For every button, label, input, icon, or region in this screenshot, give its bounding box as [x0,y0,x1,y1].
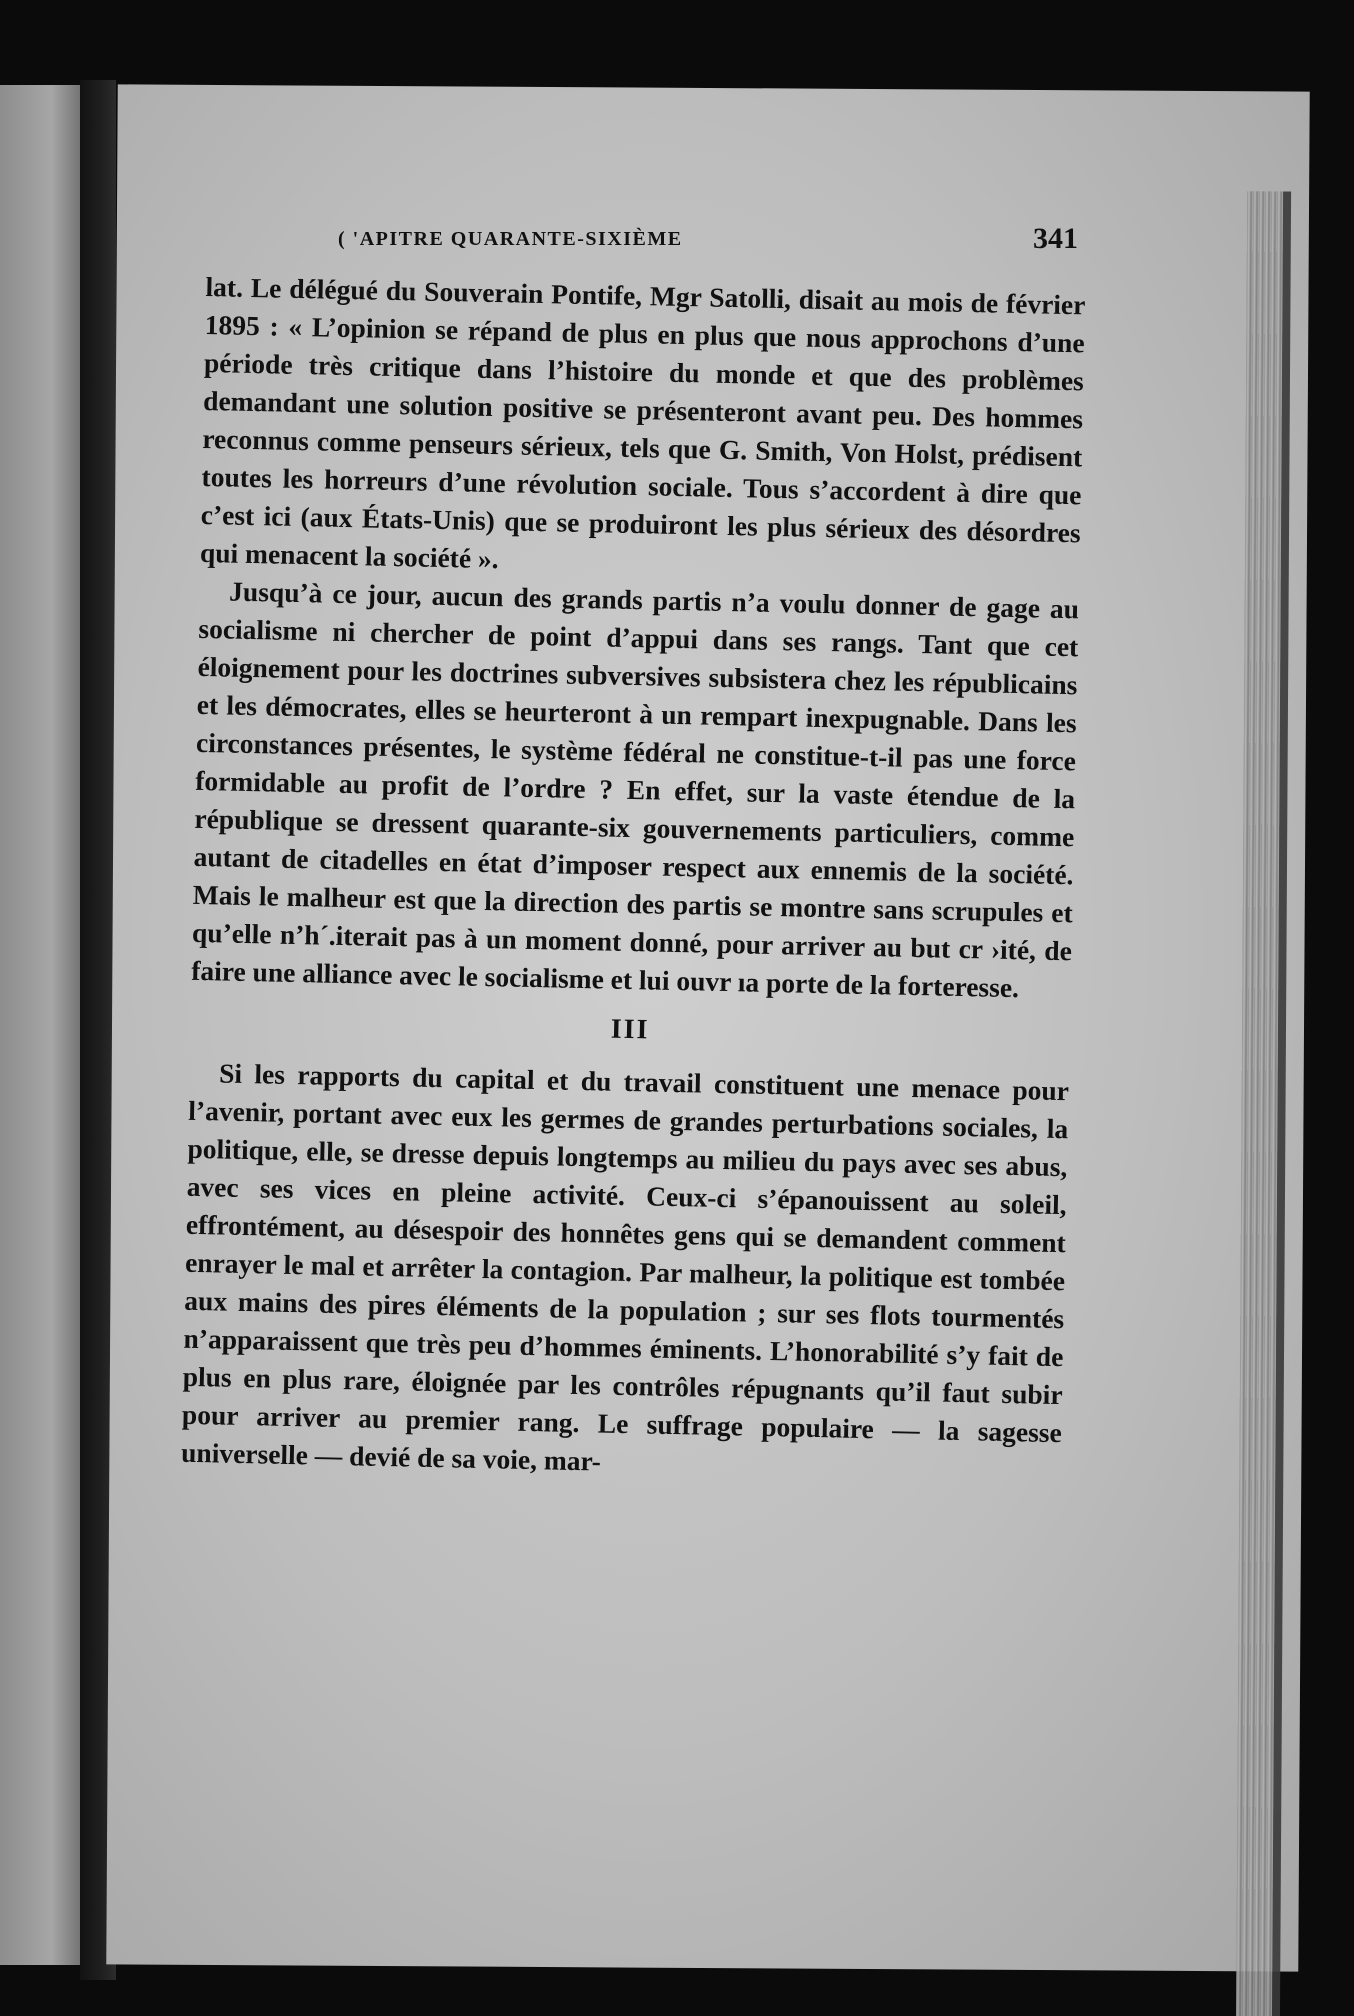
paragraph-2: Jusqu’à ce jour, aucun des grands partis n’a voulu donner de gage au socialisme ni chercher de point d’appui dans ses rangs. Tant que cet éloignement pour les doctrines subversives subsistera chez les républicains et les démocrates, elles se heurteront à un rempart inexpugnable. Dans les circonstances présentes, le système fédéral ne constitue-t-il pas une force formidable au profit de l’ordre ? En effet, sur la vaste étendue de la république se dressent quarante-six gouvernements particuliers, comme autant de citadelles en état d’imposer respect aux ennemis de la société. Mais le malheur est que la direction des partis se montre sans scrupules et qu’elle n’h´.iterait pas à un moment donné, pour arriver au but cr ›ité, de faire une alliance avec le socialisme et lui ouvr ıa porte de la forteresse. [190,575,1080,1004]
facing-page-edge [0,85,86,1965]
paragraph-1: lat. Le délégué du Souverain Pontife, Mgr Satolli, disait au mois de février 1895 : « L’opinion se répand de plus en plus que nous approchons d’une période très critique dans l’histoire du monde et que des problèmes demandant une solution positive se présenteront avant peu. Des hommes reconnus comme penseurs sérieux, tels que G. Smith, Von Holst, prédisent toutes les horreurs d’une révolution sociale. Tous s’accordent à dire que c’est ici (aux États-Unis) que se produiront les plus sérieux des désordres qui menacent la société ». [199,270,1086,575]
section-heading: III [610,1013,650,1046]
page-body [181,268,1086,1490]
section-paragraph-1: Si les rapports du capital et du travail constituent une menace pour l’avenir, portant avec eux les germes de grandes perturbations sociales, la politique, elle, se dresse depuis longtemps au milieu du pays avec ses abus, avec ses vices en pleine activité. Ceux-ci s’épanouissent au soleil, effrontément, au désespoir des honnêtes gens qui se demandent comment enrayer le mal et arrêter la contagion. Par malheur, la politique est tombée aux mains des pires éléments de la population ; sur ses flots tourmentés n’apparaissent que très peu d’hommes éminents. L’honorabilité s’y fait de plus en plus rare, éloignée par les contrôles répugnants qu’il faut subir pour arriver au premier rang. Le suffrage populaire — la sagesse universelle — devié de sa voie, mar- [180,1057,1070,1477]
page-header [338,222,1078,255]
page-number: 341 [1033,222,1078,255]
page-fore-edge [1236,191,1287,2016]
running-title: ( 'APITRE QUARANTE-SIXIÈME [338,228,683,250]
